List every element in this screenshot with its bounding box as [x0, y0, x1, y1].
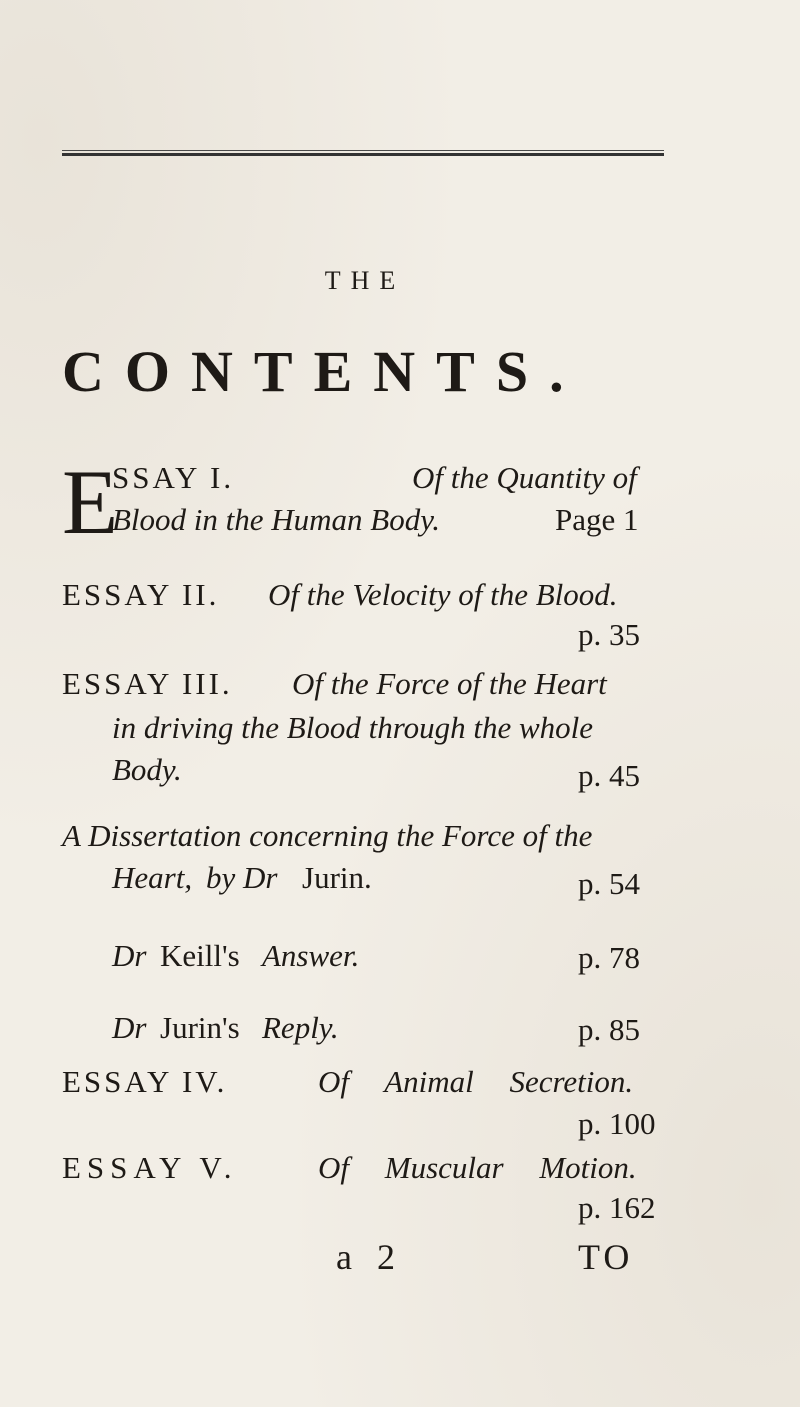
- keill-dr: Dr: [112, 938, 147, 973]
- catchword: TO: [578, 1237, 634, 1277]
- dissertation-page: p. 54: [578, 866, 640, 901]
- keill-page: p. 78: [578, 940, 640, 975]
- dissertation-by-dr: by Dr: [206, 860, 278, 895]
- jurin-name: Jurin's: [160, 1010, 240, 1045]
- essay-1-label: SSAY I.: [112, 460, 235, 495]
- essay-3-page: p. 45: [578, 758, 640, 793]
- essay-3-title-line2: in driving the Blood through the whole: [112, 710, 594, 745]
- signature-mark: a 2: [336, 1237, 403, 1277]
- essay-2-label: ESSAY II.: [62, 577, 220, 612]
- essay-3-title-line1: Of the Force of the Heart: [292, 666, 607, 701]
- essay-4-page: p. 100: [578, 1106, 656, 1141]
- jurin-page: p. 85: [578, 1012, 640, 1047]
- essay-1-page: Page 1: [555, 502, 639, 537]
- essay-5-page: p. 162: [578, 1190, 656, 1225]
- essay-5-title: Of Muscular Motion.: [318, 1150, 637, 1185]
- page-title: [62, 338, 672, 405]
- dissertation-heart: Heart,: [112, 860, 193, 895]
- dissertation-author: Jurin.: [302, 860, 372, 895]
- essay-2-page: p. 35: [578, 617, 640, 652]
- heading-the: THE: [324, 266, 406, 295]
- essay-2-title: Of the Velocity of the Blood.: [268, 577, 618, 612]
- drop-cap-e: E: [62, 451, 119, 553]
- essay-4-label: ESSAY IV.: [62, 1064, 228, 1099]
- essay-4-title: Of Animal Secretion.: [318, 1064, 634, 1099]
- keill-answer: Answer.: [262, 938, 360, 973]
- essay-3-title-line3: Body.: [112, 752, 182, 787]
- essay-1-title-line2: Blood in the Human Body.: [112, 502, 441, 537]
- jurin-reply: Reply.: [262, 1010, 339, 1045]
- ornamental-rule: [62, 150, 664, 156]
- keill-name: Keill's: [160, 938, 240, 973]
- essay-5-label: ESSAY V.: [62, 1150, 238, 1185]
- essay-1-title-line1: Of the Quantity of: [412, 460, 637, 495]
- essay-3-label: ESSAY III.: [62, 666, 233, 701]
- dissertation-title-line1: A Dissertation concerning the Force of the: [62, 818, 593, 853]
- jurin-dr: Dr: [112, 1010, 147, 1045]
- page-title-text: CONTENTS.: [62, 339, 585, 404]
